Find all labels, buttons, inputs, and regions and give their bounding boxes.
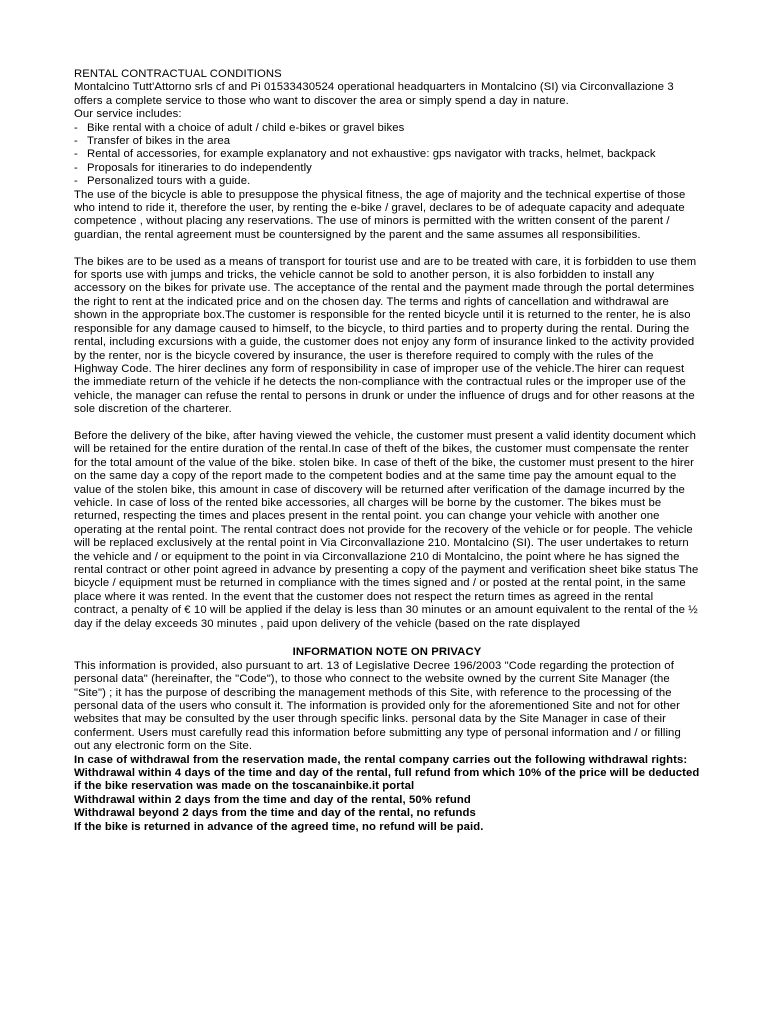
use-paragraph: The bikes are to be used as a means of transport for tourist use and are to be treated with care, it is forbidden to use them for sports use with jumps and tricks, the vehicle cannot be sold to another person, it is also forbidden to install any accessory on the bikes for private use. The acceptance of the rental and the payment made through the portal determines the right to rent at the indicated price and on the chosen day. The terms and rights of cancellation and withdrawal are shown in the appropriate box.The customer is responsible for the rented bicycle until it is returned to the renter, he is also responsible for any damage caused to himself, to the bicycle, to third parties and to property during the rental. During the rental, including excursions with a guide, the customer does not enjoy any form of insurance linked to the activity provided by the renter, nor is the bicycle covered by insurance, the user is therefore required to comply with the rules of the Highway Code. The hirer declines any form of responsibility in case of improper use of the vehicle.The hirer can request the immediate return of the vehicle if he detects the non-compliance with the contractual rules or the improper use of the vehicle, the manager can refuse the rental to persons in drunk or under the influence of drugs and for other reasons at the sole discretion of the charterer. bbox=[74, 255, 697, 416]
service-text: Rental of accessories, for example explanatory and not exhaustive: gps navigator with tracks, helmet, backpack bbox=[87, 148, 656, 161]
paragraph-spacer bbox=[74, 631, 700, 644]
document-title: RENTAL CONTRACTUAL CONDITIONS bbox=[74, 68, 282, 80]
paragraph-spacer bbox=[74, 417, 700, 430]
paragraph-spacer bbox=[74, 242, 700, 255]
withdrawal-intro: In case of withdrawal from the reservation made, the rental company carries out the following withdrawal rights: bbox=[74, 753, 688, 766]
fitness-paragraph: The use of the bicycle is able to presuppose the physical fitness, the age of majority and the technical expertise of those who intend to ride it, therefore the user, by renting the e-bike / gravel, declares to be of adequate capacity and adequate competence , without placing any reservations. The use of minors is permitted with the written consent of the parent / guardian, the rental agreement must be countersigned by the parent and the same assumes all responsibilities. bbox=[74, 188, 686, 241]
service-item bbox=[74, 148, 700, 161]
service-text: Proposals for itineraries to do independently bbox=[87, 161, 312, 174]
withdrawal-rule: Withdrawal beyond 2 days from the time and day of the rental, no refunds bbox=[74, 807, 476, 820]
intro-paragraph: Montalcino Tutt'Attorno srls cf and Pi 01533430524 operational headquarters in Montalcino (SI) via Circonvallazione 3 offers a complete service to those who want to discover the area or simply spend a day in nature. bbox=[74, 81, 674, 107]
withdrawal-rule: Withdrawal within 2 days from the time and day of the rental, 50% refund bbox=[74, 793, 471, 806]
service-item bbox=[74, 122, 700, 135]
services-list bbox=[74, 122, 700, 189]
service-item bbox=[74, 175, 700, 188]
privacy-title: INFORMATION NOTE ON PRIVACY bbox=[292, 646, 482, 659]
bullet-dash: - bbox=[74, 135, 78, 148]
service-text: Transfer of bikes in the area bbox=[87, 135, 231, 148]
delivery-paragraph: Before the delivery of the bike, after having viewed the vehicle, the customer must present a valid identity document which will be retained for the entire duration of the rental.In case of theft of the bikes, the customer must compensate the renter for the total amount of the value of the bike. stolen bike. In case of theft of the bike, the customer must present to the hirer on the same day a copy of the report made to the competent bodies and at the same time pay the amount equal to the value of the stolen bike, this amount in case of discovery will be returned after verification of the damage incurred by the vehicle. In case of loss of the rented bike accessories, all charges will be borne by the customer. The bikes must be returned, respecting the times and places present in the rental point. you can change your vehicle with another one operating at the rental point. The rental contract does not provide for the recovery of the vehicle or for people. The vehicle will be replaced exclusively at the rental point in Via Circonvallazione 210. Montalcino (SI). The user undertakes to return the vehicle and / or equipment to the point in via Circonvallazione 210 di Montalcino, the point where he has signed the rental contract or other point agreed in advance by presenting a copy of the payment and verification sheet bike status The bicycle / equipment must be returned in compliance with the times signed and / or posted at the rental point, in the same place where it was rented. In the event that the customer does not respect the return times as agreed in the rental contract, a penalty of € 10 will be applied if the delay is less than 30 minutes or an amount equivalent to the rental of the ½ day if the delay exceeds 30 minutes , paid upon delivery of the vehicle (based on the rate displayed bbox=[74, 429, 699, 630]
withdrawal-rule: Withdrawal within 4 days of the time and day of the rental, full refund from which 10% of the price will be deducted if the bike reservation was made on the toscanainbike.it portal bbox=[74, 767, 700, 793]
service-text: Personalized tours with a guide. bbox=[87, 175, 251, 188]
services-heading: Our service includes: bbox=[74, 108, 182, 121]
privacy-paragraph: This information is provided, also pursuant to art. 13 of Legislative Decree 196/2003 "Code regarding the protection of personal data" (hereinafter, the "Code"), to those who connect to the website owned by the current Site Manager (the "Site") ; it has the purpose of describing the management methods of this Site, with reference to the processing of the personal data of the users who consult it. The information is provided only for the aforementioned Site and not for other websites that may be consulted by the user through specific links. personal data by the Site Manager in case of their conferment. Users must carefully read this information before submitting any type of personal information and / or filling out any electronic form on the Site. bbox=[74, 659, 681, 753]
bullet-dash: - bbox=[74, 121, 78, 134]
bullet-dash: - bbox=[74, 161, 78, 174]
withdrawal-rule: If the bike is returned in advance of the agreed time, no refund will be paid. bbox=[74, 820, 484, 833]
service-text: Bike rental with a choice of adult / child e-bikes or gravel bikes bbox=[87, 121, 405, 134]
service-item bbox=[74, 162, 700, 175]
service-item bbox=[74, 135, 700, 148]
bullet-dash: - bbox=[74, 148, 78, 161]
bullet-dash: - bbox=[74, 175, 78, 188]
